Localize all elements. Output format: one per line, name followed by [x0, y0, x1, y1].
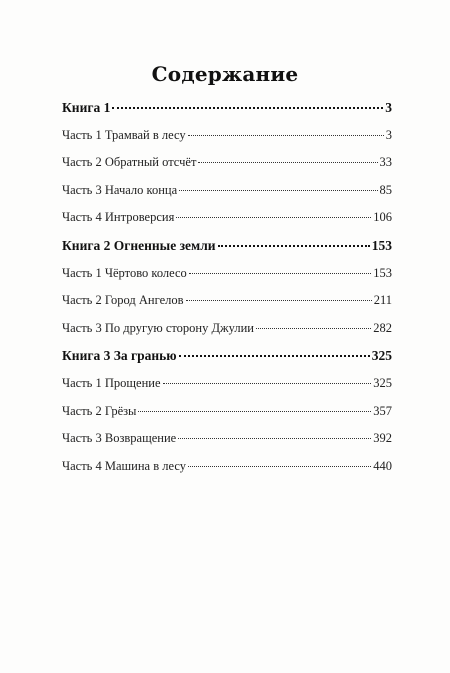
toc-entry-book	[62, 348, 392, 376]
toc-entry-page: 211	[373, 293, 392, 308]
toc-entry-page: 3	[385, 127, 392, 142]
toc-entry-label: Часть 1 Трамвай в лесу	[62, 127, 186, 142]
toc-entry-part	[62, 459, 392, 487]
toc-entry-part	[62, 266, 392, 294]
toc-entry-part	[62, 128, 392, 156]
dot-leader	[218, 245, 370, 247]
dot-leader	[179, 355, 370, 357]
toc-entry-page: 357	[373, 403, 392, 418]
dot-leader	[163, 383, 372, 384]
toc-entry-page: 106	[373, 210, 392, 225]
toc-entry-label: Часть 2 Обратный отсчёт	[62, 155, 197, 170]
toc-entry-label: Часть 2 Грёзы	[62, 403, 137, 418]
dot-leader	[198, 162, 377, 163]
toc-entry-label: Часть 1 Прощение	[62, 375, 161, 390]
toc-entry-label: Часть 3 По другую сторону Джулии	[62, 320, 254, 335]
toc-entry-label: Книга 3 За гранью	[62, 348, 177, 364]
dot-leader	[188, 135, 384, 136]
toc-entry-part	[62, 155, 392, 183]
toc-entry-label: Часть 3 Возвращение	[62, 431, 177, 446]
toc-entry-part	[62, 293, 392, 321]
toc-entry-label: Часть 2 Город Ангелов	[62, 293, 184, 308]
dot-leader	[186, 300, 372, 301]
toc-entry-label: Книга 2 Огненные земли	[62, 237, 216, 253]
toc-entry-page: 85	[379, 182, 392, 197]
dot-leader	[256, 328, 371, 329]
toc-entry-label: Часть 1 Чёртово колесо	[62, 265, 187, 280]
toc-entry-book	[62, 238, 392, 266]
toc-entry-label: Часть 3 Начало конца	[62, 182, 178, 197]
toc-entry-page: 282	[373, 320, 392, 335]
dot-leader	[112, 107, 383, 109]
table-of-contents	[62, 100, 392, 486]
page-title: Содержание	[151, 62, 299, 86]
toc-entry-part	[62, 376, 392, 404]
toc-entry-page: 3	[385, 100, 392, 115]
toc-entry-part	[62, 321, 392, 349]
toc-entry-part	[62, 404, 392, 432]
toc-entry-page: 440	[373, 458, 392, 473]
dot-leader	[138, 411, 371, 412]
toc-entry-label: Часть 4 Машина в лесу	[62, 458, 186, 473]
dot-leader	[189, 273, 371, 274]
toc-entry-page: 33	[379, 155, 392, 170]
toc-entry-page: 153	[371, 237, 392, 253]
toc-entry-part	[62, 183, 392, 211]
toc-entry-book	[62, 100, 392, 128]
toc-entry-part	[62, 431, 392, 459]
dot-leader	[176, 217, 371, 218]
toc-entry-label: Книга 1	[62, 100, 111, 115]
toc-entry-page: 325	[371, 348, 392, 364]
toc-entry-page: 153	[373, 265, 392, 280]
toc-entry-page: 392	[373, 431, 392, 446]
dot-leader	[178, 438, 371, 439]
toc-entry-label: Часть 4 Интроверсия	[62, 210, 175, 225]
dot-leader	[179, 190, 377, 191]
dot-leader	[188, 466, 371, 467]
toc-entry-page: 325	[373, 375, 392, 390]
toc-entry-part	[62, 210, 392, 238]
